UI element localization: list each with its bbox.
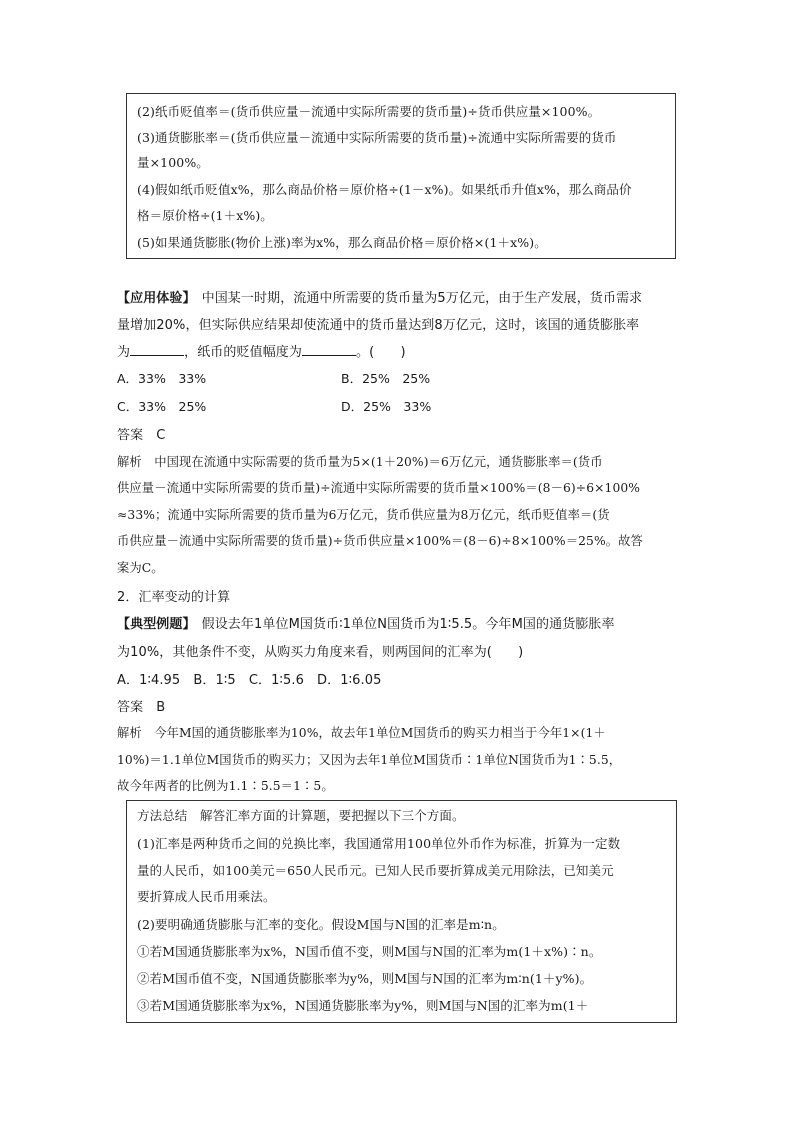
option-d: D．25% 33% [341,399,432,414]
example-text-1: 假设去年1单位M国货币∶1单位N国货币为1∶5.5。今年M国的通货膨胀率 [201,617,615,632]
example-analysis-3: 故今年两者的比例为1.1∶5.5＝1∶5。 [117,779,334,793]
example-answer: 答案 B [117,700,166,715]
practice-analysis-1: 解析 中国现在流通中实际需要的货币量为5×(1＋20%)＝6万亿元，通货膨胀率＝(货币 [117,455,603,469]
practice-answer: 答案 C [117,428,166,443]
example-line-1 [117,613,615,632]
practice-line-2: 量增加20%，但实际供应结果却使流通中的货币量达到8万亿元，这时，该国的通货膨胀率 [117,318,640,333]
formula-line-2: (2)纸币贬值率＝(货币供应量－流通中实际所需要的货币量)÷货币供应量×100%。 [137,104,601,119]
example-line-2: 为10%，其他条件不变，从购买力角度来看，则两国间的汇率为( ) [117,645,524,660]
method-line-1b: 量的人民币，如100美元＝650人民币元。已知人民币要折算成美元用除法，已知美元 [137,863,614,878]
option-c: C．33% 25% [117,399,207,414]
practice-label: 【应用体验】 [117,291,196,306]
method-title: 方法总结 解答汇率方面的计算题，要把握以下三个方面。 [137,808,465,823]
formula-line-4b: 格＝原价格÷(1＋x%)。 [137,208,273,223]
practice-text-1: 中国某一时期，流通中所需要的货币量为5万亿元，由于生产发展，货币需求 [201,291,643,306]
practice-text-post: 。( ) [356,345,406,360]
formula-line-4a: (4)假如纸币贬值x%，那么商品价格＝原价格÷(1－x%)。如果纸币升值x%，那么商品价 [137,182,632,197]
example-label: 【典型例题】 [117,617,196,632]
blank-inflation-rate [130,342,184,356]
method-summary-box [126,800,677,1023]
practice-line-3 [117,341,406,360]
method-case-2: ②若M国币值不变，N国通货膨胀率为y%，则M国与N国的汇率为m∶n(1＋y%)。 [137,971,593,986]
practice-analysis-2: 供应量－流通中实际所需要的货币量)÷流通中实际所需要的货币量×100%＝(8－6)÷6×100% [117,481,641,495]
practice-text-pre: 为 [117,345,131,360]
practice-analysis-4: 币供应量－流通中实际所需要的货币量)÷货币供应量×100%＝(8－6)÷8×100%＝25%。故答 [117,534,643,548]
method-line-1c: 要折算成人民币用乘法。 [137,889,276,904]
formula-line-3a: (3)通货膨胀率＝(货币供应量－流通中实际所需要的货币量)÷流通中实际所需要的货币 [137,130,617,145]
method-line-1a: (1)汇率是两种货币之间的兑换比率，我国通常用100单位外币作为标准，折算为一定数 [137,836,621,851]
section-heading: 2．汇率变动的计算 [117,590,231,605]
example-analysis-2: 10%)＝1.1单位M国货币的购买力；又因为去年1单位M国货币∶1单位N国货币为1∶5.5， [117,753,622,767]
practice-text-mid: ，纸币的贬值幅度为 [184,345,303,360]
method-line-2: (2)要明确通货膨胀与汇率的变化。假设M国与N国的汇率是m∶n。 [137,917,505,932]
method-case-3: ③若M国通货膨胀率为x%，N国通货膨胀率为y%，则M国与N国的汇率为m(1＋ [137,998,589,1013]
formula-line-5: (5)如果通货膨胀(物价上涨)率为x%，那么商品价格＝原价格×(1＋x%)。 [137,235,547,250]
formula-line-3b: 量×100%。 [137,155,209,170]
example-options: A．1∶4.95 B．1∶5 C．1∶5.6 D．1∶6.05 [117,673,382,688]
option-a: A．33% 33% [117,371,207,386]
practice-analysis-5: 案为C。 [117,561,164,575]
formula-box [126,93,676,259]
practice-analysis-3: ≈33%；流通中实际所需要的货币量为6万亿元，货币供应量为8万亿元，纸币贬值率＝(货 [117,508,610,522]
practice-line-1 [117,287,642,306]
method-case-1: ①若M国通货膨胀率为x%，N国币值不变，则M国与N国的汇率为m(1＋x%)∶n。 [137,944,602,959]
example-analysis-1: 解析 今年M国的通货膨胀率为10%，故去年1单位M国货币的购买力相当于今年1×(1＋ [117,726,606,740]
option-b: B．25% 25% [341,371,431,386]
blank-devaluation-rate [302,342,356,356]
